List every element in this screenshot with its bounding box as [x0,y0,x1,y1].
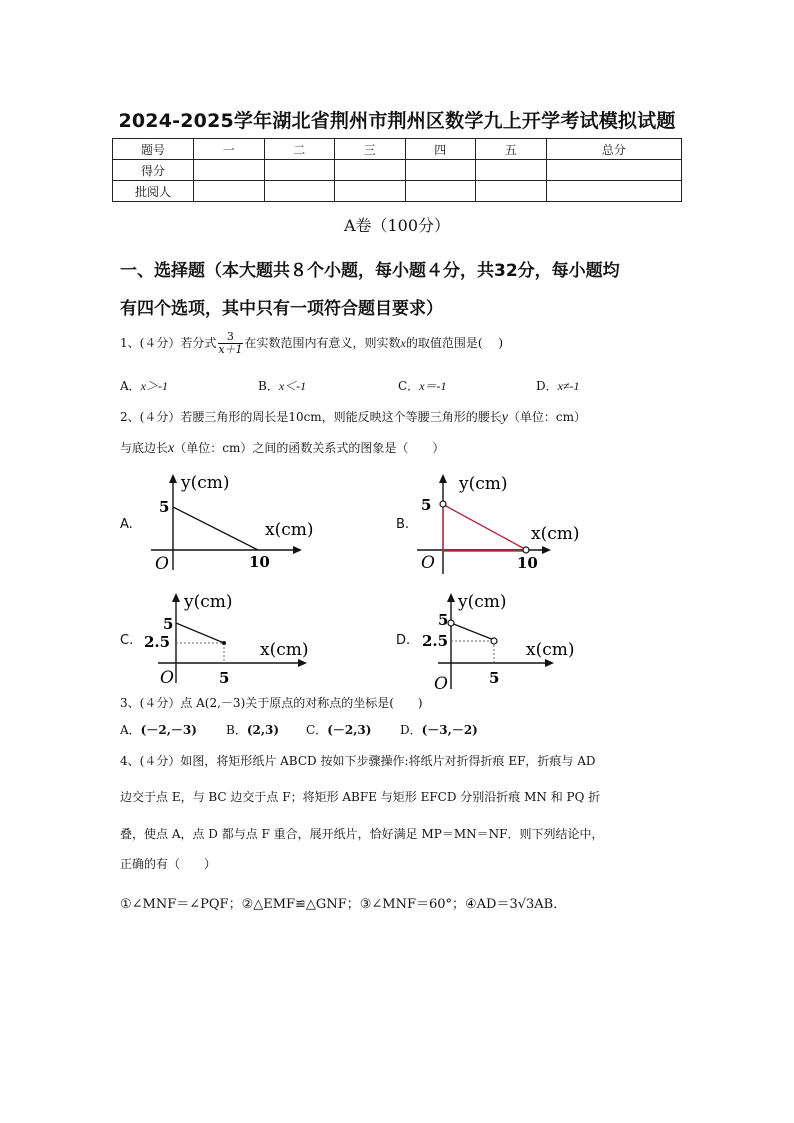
table-cell [546,181,682,202]
table-header-cell: 一 [194,139,265,160]
table-header-cell: 五 [476,139,547,160]
origin-label: O [160,668,174,688]
graph-line [444,505,523,548]
graph-a-label[interactable]: A. [120,517,133,532]
q1-prefix: 1、(４分）若分式 [120,336,217,351]
x-axis-label: x(cm) [265,520,314,540]
graph-d[interactable] [418,585,598,695]
option-label: B． [258,379,279,393]
y-tick-label: 5 [159,498,170,516]
q2-var-x: x [168,441,175,456]
q1-suffix2: 的取值范围是( ) [405,336,504,351]
table-cell [335,160,406,181]
q1-option-d[interactable] [536,377,580,394]
table-cell [335,181,406,202]
table-cell [546,160,682,181]
option-text: x＞-1 [140,379,168,393]
q2-text: 与底边长 [120,441,169,455]
q1-option-b[interactable] [258,377,306,394]
question-4-line1: 4、(４分）如图，将矩形纸片 ABCD 按如下步骤操作:将纸片对折得折痕 EF，折痕与 AD [120,754,596,768]
x-axis-label: x(cm) [531,524,580,544]
table-cell [264,181,335,202]
x-axis-arrow [298,659,307,667]
question-4-line2: 边交于点 E，与 BC 边交于点 F；将矩形 ABFE 与矩形 EFCD 分别沿折痕 MN 和 PQ 折 [120,790,601,804]
q1-denominator: x＋1 [218,343,243,357]
y-axis-label: y(cm) [184,592,233,612]
open-endpoint [523,547,529,553]
y-axis-arrow [169,474,177,483]
q1-option-a[interactable] [120,377,168,394]
x-axis-label: x(cm) [526,640,575,660]
question-1 [120,331,503,356]
open-endpoint [491,638,497,644]
table-cell [476,181,547,202]
table-row [113,139,682,160]
y-axis-label: y(cm) [181,473,230,493]
origin-label: O [155,554,169,574]
y-tick-label: 5 [421,496,432,514]
table-row [113,160,682,181]
graph-c-label[interactable]: C. [120,633,134,648]
q2-text: 2、(４分）若腰三角形的周长是10cm，则能反映这个等腰三角形的腰长 [120,410,502,424]
question-4-line3: 叠，使点 A，点 D 都与点 F 重合，展开纸片，恰好满足 MP＝MN＝NF．则下列结论中， [120,827,604,841]
graph-line [451,623,494,640]
table-row [113,181,682,202]
section-heading-line2: 有四个选项，其中只有一项符合题目要求） [120,299,443,319]
option-text: (－2,－3) [140,723,197,737]
q3-option-a[interactable] [120,721,197,738]
option-text: x≠-1 [557,379,580,393]
table-cell [264,160,335,181]
q2-var-y: y [501,410,508,425]
table-cell [194,160,265,181]
option-text: (－3,－2) [421,723,478,737]
y-axis-arrow [439,474,447,483]
y-tick-label: 5 [438,611,449,629]
question-3: 3、(４分）点 A(2,－3)关于原点的对称点的坐标是( ) [120,696,423,710]
origin-label: O [421,553,435,573]
option-label: A． [120,379,141,393]
table-header-cell: 二 [264,139,335,160]
q1-suffix1: 在实数范围内有意义，则实数 [244,336,401,351]
table-header-cell: 三 [335,139,406,160]
score-table [112,138,682,202]
table-cell [194,181,265,202]
graph-c[interactable] [138,585,318,695]
graph-line [173,507,258,550]
option-text: x＜-1 [278,379,307,393]
option-label: C． [398,379,420,393]
option-text: (－2,3) [327,723,372,737]
section-heading-line1: 一、选择题（本大题共８个小题，每小题４分，共32分，每小题均 [120,261,620,281]
q2-text: （单位：cm）之间的函数关系式的图象是（ ） [174,441,445,455]
endpoint [222,641,226,645]
q1-option-c[interactable] [398,377,447,394]
origin-label: O [434,674,448,694]
y-axis-arrow [172,593,180,602]
y-axis-label: y(cm) [458,592,507,612]
graph-d-label[interactable]: D. [396,633,411,648]
x-axis-arrow [545,659,554,667]
option-label: C． [306,723,328,737]
open-endpoint [448,620,454,626]
row-label: 批阅人 [113,181,194,202]
x-axis-label: x(cm) [260,640,309,660]
x-axis-arrow [542,546,551,554]
x-tick-label: 10 [517,554,538,572]
page-title: 2024-2025学年湖北省荆州市荆州区数学九上开学考试模拟试题 [118,110,676,132]
table-header-cell: 题号 [113,139,194,160]
y-tick-label: 5 [163,615,174,633]
y-tick-label: 2.5 [144,633,171,651]
y-axis-label: y(cm) [459,474,508,494]
row-label: 得分 [113,160,194,181]
x-tick-label: 5 [219,669,230,687]
x-tick-label: 10 [249,553,270,571]
q3-option-d[interactable] [400,721,478,738]
question-2-line1 [120,408,586,426]
y-tick-label: 2.5 [422,632,449,650]
q3-option-b[interactable] [226,721,279,738]
option-label: D． [536,379,558,393]
graph-b-label[interactable]: B. [396,517,410,532]
graph-b[interactable] [415,470,595,580]
question-4-statements: ①∠MNF＝∠PQF；②△EMF≌△GNF；③∠MNF＝60°；④AD＝3√3AB． [120,897,567,912]
x-tick-label: 5 [489,669,500,687]
y-axis-arrow [447,593,455,602]
x-axis-arrow [293,546,302,554]
graph-line [176,623,224,643]
option-text: x＝-1 [419,379,447,393]
option-label: D． [400,723,422,737]
table-header-cell: 四 [405,139,476,160]
table-cell [405,181,476,202]
question-2-line2 [120,439,444,457]
question-4-line4: 正确的有（ ） [120,857,217,871]
table-cell [476,160,547,181]
option-text: (2,3) [246,723,280,737]
table-cell [405,160,476,181]
q1-var: x [400,336,406,351]
graph-a[interactable] [145,470,325,580]
q2-text: （单位：cm） [507,410,587,424]
section-subtitle: A卷（100分） [343,216,451,235]
q1-fraction [218,331,242,356]
option-label: A． [120,723,141,737]
q3-option-c[interactable] [306,721,371,738]
open-endpoint [440,501,446,507]
q1-numerator: 3 [218,331,242,344]
option-label: B． [226,723,247,737]
table-header-cell: 总分 [546,139,682,160]
